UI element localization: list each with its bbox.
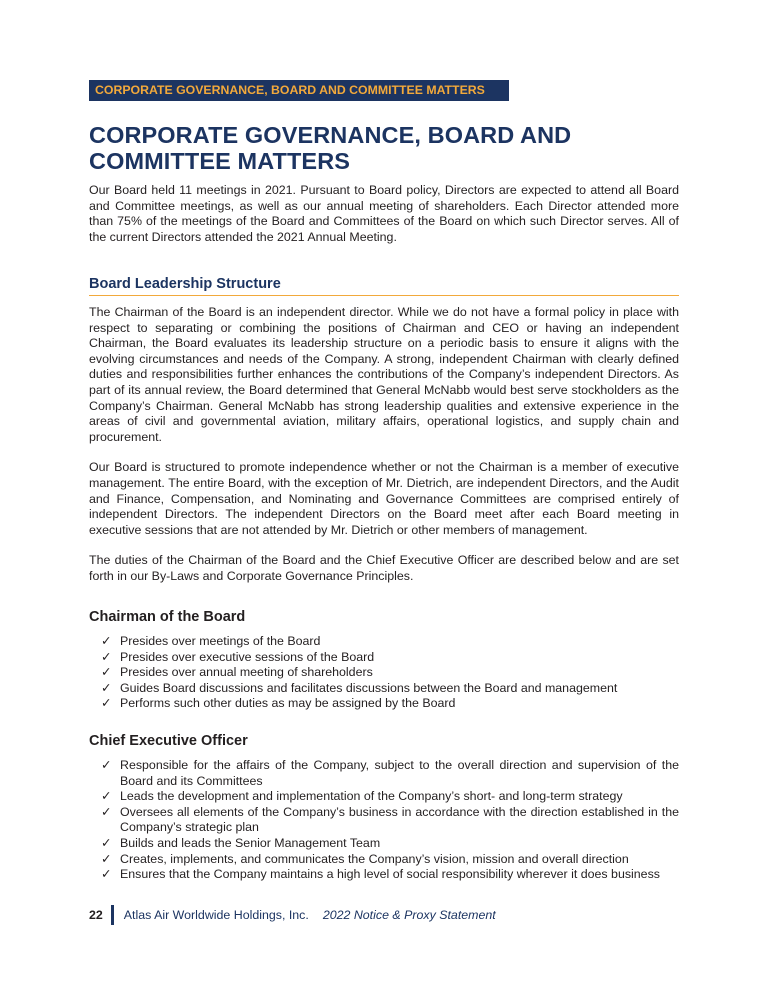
list-item [89,852,679,868]
list-item-text: Creates, implements, and communicates the Company’s vision, mission and overall direction [120,851,629,866]
list-item-text: Presides over annual meeting of shareholders [120,665,373,680]
checkmark-icon: ✓ [101,649,112,664]
ceo-heading: Chief Executive Officer [89,733,248,749]
checkmark-icon: ✓ [101,804,112,819]
list-item-text: Performs such other duties as may be assigned by the Board [120,696,456,711]
checkmark-icon: ✓ [101,851,112,866]
list-item [89,758,679,789]
chairman-heading: Chairman of the Board [89,609,246,625]
list-item-text: Ensures that the Company maintains a high level of social responsibility wherever it does business [120,867,660,882]
leadership-paragraph-2: Our Board is structured to promote independence whether or not the Chairman is a member of executive management. The entire Board, with the exception of Mr. Dietrich, are independent Directors, and the Audit and Finance, Compensation, and Nominating and Governance Committees are comprised entirely of independent Directors. The independent Directors on the Board meet after each Board meeting in executive sessions that are not attended by Mr. Dietrich or other members of management. [89,460,679,537]
page-title: CORPORATE GOVERNANCE, BOARD AND COMMITTEE MATTERS [89,122,572,174]
page-number: 22 [89,908,103,922]
checkmark-icon: ✓ [101,867,112,882]
checkmark-icon: ✓ [101,680,112,695]
chairman-duties-list [89,634,679,712]
list-item-text: Builds and leads the Senior Management Team [120,835,381,850]
list-item [89,650,679,666]
checkmark-icon: ✓ [101,696,112,711]
list-item [89,867,679,883]
list-item-text: Presides over executive sessions of the Board [120,649,375,664]
list-item [89,634,679,650]
list-item [89,665,679,681]
leadership-section [89,305,679,585]
list-item [89,789,679,805]
list-item [89,836,679,852]
list-item [89,681,679,697]
intro-paragraph [89,183,679,245]
list-item-text: Guides Board discussions and facilitates discussions between the Board and management [120,680,618,695]
list-item [89,696,679,712]
checkmark-icon: ✓ [101,665,112,680]
intro-text: Our Board held 11 meetings in 2021. Pursuant to Board policy, Directors are expected to attend all Board and Committee meetings, as well as our annual meeting of shareholders. Each Director attended more than 75% of the meetings of the Board and Committees of the Board on which such Director serves. All of the current Directors attended the 2021 Annual Meeting. [89,183,679,244]
leadership-paragraph-1: The Chairman of the Board is an independent director. While we do not have a formal policy in place with respect to separating or combining the positions of Chairman and CEO or having an independent Chairman, the Board evaluates its leadership structure on a periodic basis to ensure it aligns with the evolving circumstances and needs of the Company. A strong, independent Chairman with clearly defined duties and responsibilities further enhances the contributions of the Company’s independent Directors. As part of its annual review, the Board determined that General McNabb would best serve stockholders as the Company’s Chairman. General McNabb has strong leadership qualities and extensive experience in the areas of civil and governmental aviation, military affairs, operational logistics, and supply chain and procurement. [89,305,679,444]
list-item-text: Oversees all elements of the Company’s business in accordance with the direction established in the Company’s strategic plan [120,804,679,835]
list-item-text: Presides over meetings of the Board [120,634,321,648]
footer-document-title: 2022 Notice & Proxy Statement [322,908,496,922]
section-banner: CORPORATE GOVERNANCE, BOARD AND COMMITTEE MATTERS [89,80,509,101]
checkmark-icon: ✓ [101,789,112,804]
leadership-paragraph-3: The duties of the Chairman of the Board and the Chief Executive Officer are described below and are set forth in our By-Laws and Corporate Governance Principles. [89,553,679,583]
page-footer [89,905,496,925]
list-item-text: Leads the development and implementation of the Company’s short- and long-term strategy [120,789,623,804]
list-item-text: Responsible for the affairs of the Company, subject to the overall direction and supervision of the Board and its Committees [120,758,679,788]
footer-company: Atlas Air Worldwide Holdings, Inc. [123,908,309,922]
checkmark-icon: ✓ [101,835,112,850]
list-item [89,805,679,836]
checkmark-icon: ✓ [101,758,112,772]
footer-divider [111,905,114,925]
ceo-duties-list [89,758,679,883]
leadership-heading: Board Leadership Structure [89,276,679,296]
checkmark-icon: ✓ [101,634,112,648]
